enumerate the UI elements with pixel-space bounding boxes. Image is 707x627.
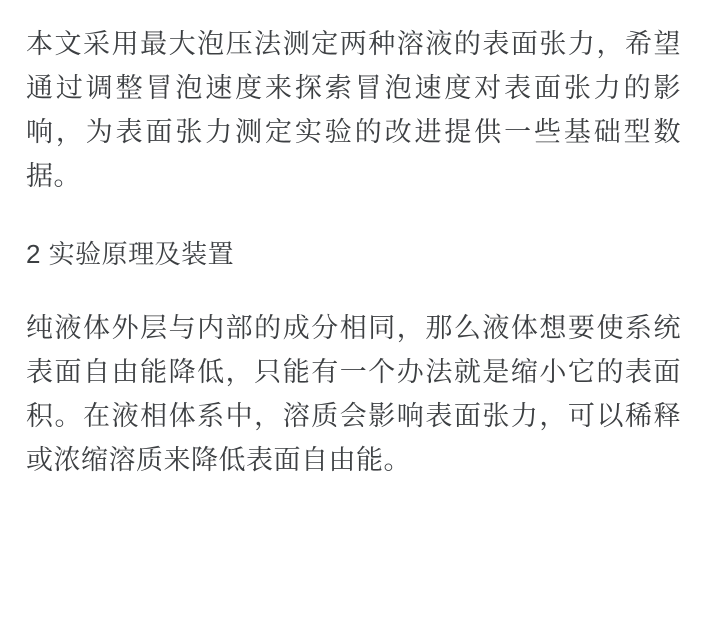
paragraph-spacer (26, 198, 681, 232)
heading-spacer (26, 276, 681, 306)
section-heading-2: 2 实验原理及装置 (26, 239, 235, 269)
principle-paragraph: 纯液体外层与内部的成分相同，那么液体想要使系统表面自由能降低，只能有一个办法就是缩小它的表面积。在液相体系中，溶质会影响表面张力，可以稀释或浓缩溶质来降低表面自由能。 (26, 313, 681, 475)
intro-paragraph: 本文采用最大泡压法测定两种溶液的表面张力，希望通过调整冒泡速度来探索冒泡速度对表面张力的影响，为表面张力测定实验的改进提供一些基础型数据。 (26, 29, 681, 191)
